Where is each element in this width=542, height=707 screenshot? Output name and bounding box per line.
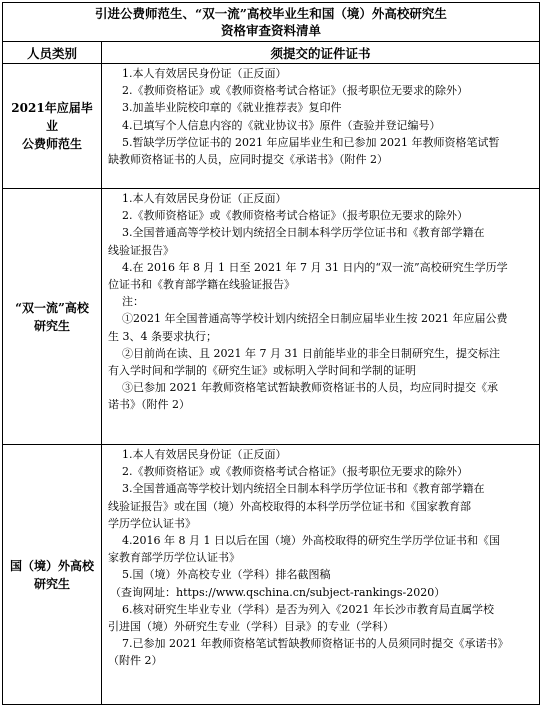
list-item: ③已参加 2021 年教师资格笔试暂缺教师资格证书的人员，均应同时提交《承 xyxy=(122,381,498,395)
list-item: 3.加盖毕业院校印章的《就业推荐表》复印件 xyxy=(122,101,342,115)
category-line: 国（境）外高校 xyxy=(9,558,94,573)
note-label: 注： xyxy=(122,295,144,309)
header-category: 人员类别 xyxy=(3,42,102,64)
documents-cell xyxy=(102,64,540,189)
documents-cell xyxy=(102,445,540,705)
list-item: ②目前尚在读、且 2021 年 7 月 31 日前能毕业的非全日制研究生，提交标注 xyxy=(122,346,500,360)
list-item: 家教育部学历学位认证书》 xyxy=(108,551,240,565)
table-row xyxy=(3,189,540,445)
list-item: 生 3、4 条要求执行； xyxy=(108,329,217,343)
list-item: 1.本人有效居民身份证（正反面） xyxy=(122,67,287,80)
category-line: 公费师范生 xyxy=(21,137,82,151)
list-item: 学历学位认证书》 xyxy=(108,516,196,530)
list-item: 5.国（境）外高校专业（学科）排名截图稿 xyxy=(122,568,331,582)
title-line-2: 资格审查资料清单 xyxy=(220,23,321,38)
query-url: （查询网址：https://www.qschina.cn/subject-rankings-2020） xyxy=(110,585,446,599)
list-item: 诺书》（附件 2） xyxy=(108,398,190,412)
list-item: ①2021 年全国普通高等学校计划内统招全日制应届毕业生按 2021 年应届公费 xyxy=(122,312,508,326)
list-item: 5.暂缺学历学位证书的 2021 年应届毕业生和已参加 2021 年教师资格笔试暂 xyxy=(122,135,500,149)
list-item: 有入学时间和学制的《研究生证》或标明入学时间和学制的证明 xyxy=(108,364,416,378)
documents-cell xyxy=(102,189,540,445)
list-item: 1.本人有效居民身份证（正反面） xyxy=(122,448,287,461)
list-item: 4.已填写个人信息内容的《就业协议书》原件（查验并登记编号） xyxy=(122,118,441,132)
header-row xyxy=(3,42,540,64)
list-item: 2.《教师资格证》或《教师资格考试合格证》（报考职位无要求的除外） xyxy=(122,465,468,479)
category-cell xyxy=(3,189,102,445)
list-item: （附件 2） xyxy=(108,654,163,668)
category-cell xyxy=(3,64,102,189)
list-item: 缺教师资格证书的人员，应同时提交《承诺书》（附件 2） xyxy=(108,153,388,167)
list-item: 4.2016 年 8 月 1 日以后在国（境）外高校取得的研究生学历学位证书和《国 xyxy=(122,534,500,548)
list-item: 4.在 2016 年 8 月 1 日至 2021 年 7 月 31 日内的“双一流”高校研究生学历学 xyxy=(122,260,508,274)
list-item: 1.本人有效居民身份证（正反面） xyxy=(122,192,287,205)
list-item: 3.全国普通高等学校计划内统招全日制本科学历学位证书和《教育部学籍在 xyxy=(122,482,485,496)
header-documents: 须提交的证件证书 xyxy=(102,42,540,64)
title-line-1: 引进公费师范生、“双一流”高校毕业生和国（境）外高校研究生 xyxy=(95,6,447,21)
table-row xyxy=(3,64,540,189)
document-title xyxy=(2,2,540,41)
category-line: 研究生 xyxy=(33,576,70,591)
checklist-page xyxy=(2,2,540,705)
list-item: 2.《教师资格证》或《教师资格考试合格证》（报考职位无要求的除外） xyxy=(122,84,468,98)
checklist-table xyxy=(2,41,540,705)
list-item: 6.核对研究生毕业专业（学科）是否为列入《2021 年长沙市教育局直属学校 xyxy=(122,602,494,616)
list-item: 2.《教师资格证》或《教师资格考试合格证》（报考职位无要求的除外） xyxy=(122,209,468,223)
category-line: 研究生 xyxy=(33,318,70,333)
list-item: 7.已参加 2021 年教师资格笔试暂缺教师资格证书的人员须同时提交《承诺书》 xyxy=(122,637,509,651)
list-item: 3.全国普通高等学校计划内统招全日制本科学历学位证书和《教育部学籍在 xyxy=(122,226,485,240)
category-line: 2021年应届毕业 xyxy=(11,101,93,133)
list-item: 线验证报告》或在国（境）外高校取得的本科学历学位证书和《国家教育部 xyxy=(108,499,471,513)
table-row xyxy=(3,445,540,705)
list-item: 线验证报告》 xyxy=(108,243,174,257)
category-cell xyxy=(3,445,102,705)
list-item: 引进国（境）外研究生专业（学科）目录》的专业（学科） xyxy=(108,620,394,634)
list-item: 位证书和《教育部学籍在线验证报告》 xyxy=(108,278,295,292)
category-line: “双一流”高校 xyxy=(15,300,89,315)
